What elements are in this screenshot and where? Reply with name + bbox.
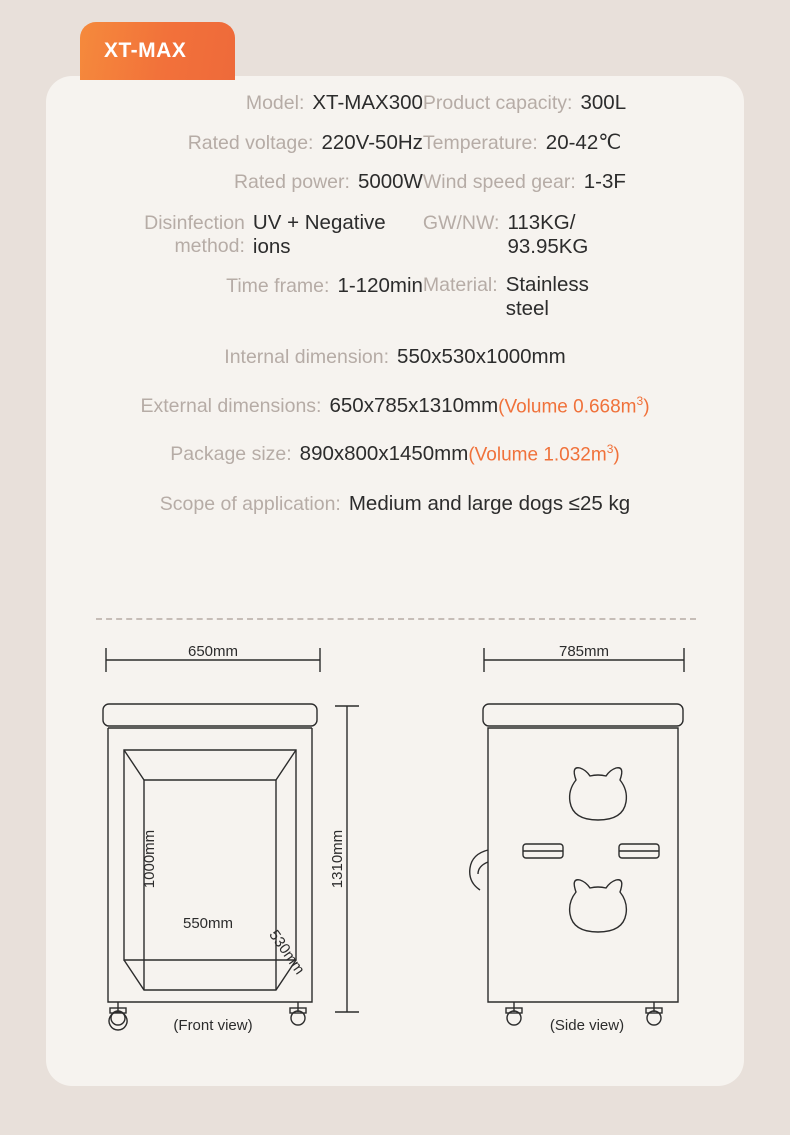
spec-volume — [498, 394, 649, 418]
spec-label: Disinfection method: — [144, 211, 245, 257]
spec-label: Material: — [422, 274, 498, 297]
interior-depth-dimension: 530mm — [265, 927, 308, 978]
spec-label: GW/NW: — [422, 211, 500, 234]
interior-width-dimension: 550mm — [182, 915, 234, 932]
spec-value: XT-MAX300 — [312, 91, 423, 114]
spec-label: External dimensions: — [140, 395, 322, 418]
spec-label: Model: — [245, 92, 305, 114]
spec-value: 890x800x1450mm — [299, 441, 469, 465]
spec-volume-end: ) — [643, 396, 650, 418]
front-top-dimension: 650mm — [187, 643, 239, 660]
spec-cell-power — [46, 169, 423, 195]
spec-row-internal — [46, 344, 744, 370]
spec-cell-scope — [160, 491, 630, 517]
spec-row-scope — [46, 491, 744, 517]
spec-cell-voltage — [46, 130, 423, 156]
spec-label: Package size: — [170, 442, 292, 465]
spec-row — [46, 273, 744, 321]
spec-label: Rated power: — [233, 171, 350, 194]
spec-value: Medium and large dogs ≤25 kg — [348, 491, 631, 515]
spec-volume — [468, 442, 619, 466]
spec-cell-material — [423, 273, 744, 321]
spec-cell-package-size — [170, 441, 619, 467]
spec-label: Scope of application: — [159, 492, 341, 515]
spec-volume-sup: 3 — [636, 393, 644, 408]
model-tab — [80, 22, 235, 80]
spec-cell-gwnw — [423, 211, 744, 259]
technical-drawings — [46, 630, 744, 1050]
spec-value: 1-3F — [583, 170, 626, 194]
spec-row — [46, 130, 744, 156]
spec-label: Time frame: — [226, 275, 330, 298]
spec-cell-temperature — [423, 130, 744, 156]
spec-volume-sup: 3 — [606, 441, 614, 456]
spec-row — [46, 211, 744, 259]
spec-value: 300L — [580, 91, 627, 114]
side-top-dimension: 785mm — [558, 643, 610, 660]
spec-cell-model — [46, 90, 423, 116]
spec-row-package — [46, 441, 744, 467]
spec-label: Product capacity: — [422, 92, 573, 114]
spec-value: Stainless steel — [505, 273, 589, 321]
spec-volume-text: (Volume 1.032m — [468, 443, 607, 465]
spec-value: 550x530x1000mm — [397, 344, 566, 368]
spec-value: 20-42℃ — [545, 130, 622, 154]
spec-label: Wind speed gear: — [422, 171, 576, 194]
spec-cell-internal-dimension — [224, 344, 565, 370]
section-divider — [96, 618, 696, 620]
side-view-caption: (Side view) — [549, 1017, 625, 1034]
spec-value: 5000W — [357, 170, 423, 194]
front-height-dimension: 1310mm — [329, 829, 346, 889]
spec-row-external — [46, 393, 744, 419]
front-view-caption: (Front view) — [173, 1017, 253, 1034]
spec-label: Internal dimension: — [224, 345, 390, 368]
spec-value: 113KG/ 93.95KG — [507, 210, 589, 259]
spec-volume-text: (Volume 0.668m — [498, 396, 637, 418]
model-tab-label: XT-MAX — [104, 39, 187, 62]
spec-label: Temperature: — [422, 131, 538, 154]
spec-value: 1-120min — [337, 274, 423, 298]
spec-cell-external-dimensions — [140, 393, 649, 419]
spec-row — [46, 90, 744, 116]
spec-value: 650x785x1310mm — [329, 394, 499, 418]
spec-value: 220V-50Hz — [321, 130, 423, 154]
spec-cell-capacity — [423, 90, 744, 116]
spec-cell-wind-speed — [423, 169, 744, 195]
interior-height-dimension: 1000mm — [141, 829, 158, 889]
spec-label: Rated voltage: — [187, 131, 314, 154]
spec-cell-time-frame — [46, 273, 423, 299]
spec-table — [46, 90, 744, 524]
spec-value: UV + Negative ions — [252, 210, 386, 259]
spec-volume-end: ) — [613, 443, 620, 465]
spec-cell-disinfection — [46, 211, 423, 259]
spec-row — [46, 169, 744, 195]
